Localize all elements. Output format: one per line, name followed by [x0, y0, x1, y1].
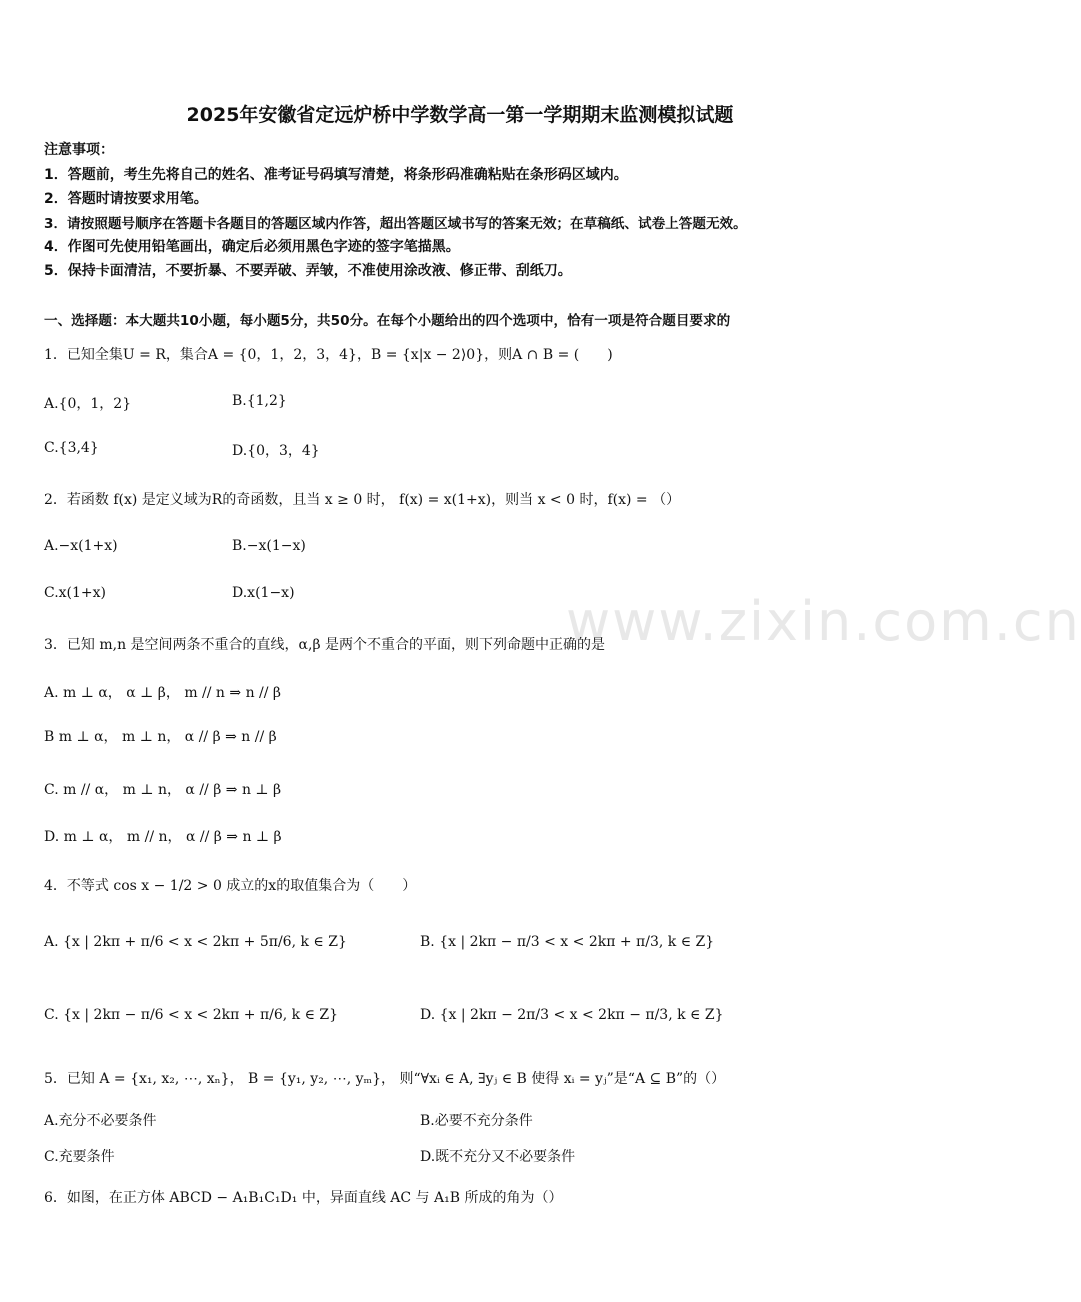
question-5-option-a[interactable]: A.充分不必要条件 — [44, 1113, 157, 1129]
question-5-option-c[interactable]: C.充要条件 — [44, 1149, 115, 1165]
notice-item: 4．作图可先使用铅笔画出，确定后必须用黑色字迹的签字笔描黑。 — [44, 239, 460, 255]
question-3-option-d[interactable]: D. m ⊥ α， m // n， α // β ⇒ n ⊥ β — [44, 829, 282, 845]
notice-heading: 注意事项： — [44, 142, 114, 158]
question-3-option-a[interactable]: A. m ⊥ α， α ⊥ β， m // n ⇒ n // β — [44, 685, 282, 701]
question-3-stem: 3．已知 m,n 是空间两条不重合的直线，α,β 是两个不重合的平面，则下列命题中正确的是 — [44, 637, 605, 653]
question-4-option-d[interactable]: D. {x | 2kπ − 2π/3 < x < 2kπ − π/3, k ∈ Z} — [420, 1007, 724, 1023]
question-4-option-b[interactable]: B. {x | 2kπ − π/3 < x < 2kπ + π/3, k ∈ Z} — [420, 934, 715, 950]
question-1-stem: 1．已知全集U = R，集合A = {0，1，2，3，4}，B = {x|x − 2⟩0}，则A ∩ B = ( ) — [44, 347, 613, 363]
watermark: www.zixin.com.cn — [566, 590, 1081, 653]
question-2-option-c[interactable]: C.x(1+x) — [44, 585, 107, 601]
notice-item: 3．请按照题号顺序在答题卡各题目的答题区域内作答，超出答题区域书写的答案无效；在草稿纸、试卷上答题无效。 — [44, 216, 747, 232]
question-1-option-b[interactable]: B.{1,2} — [232, 393, 287, 409]
question-3-option-b[interactable]: B m ⊥ α， m ⊥ n， α // β ⇒ n // β — [44, 729, 277, 745]
section-heading: 一、选择题：本大题共10小题，每小题5分，共50分。在每个小题给出的四个选项中，恰有一项是符合题目要求的 — [44, 313, 731, 329]
question-5-option-d[interactable]: D.既不充分又不必要条件 — [420, 1149, 576, 1165]
question-4-option-c[interactable]: C. {x | 2kπ − π/6 < x < 2kπ + π/6, k ∈ Z} — [44, 1007, 339, 1023]
question-5-option-b[interactable]: B.必要不充分条件 — [420, 1113, 533, 1129]
question-1-option-a[interactable]: A.{0，1，2} — [44, 396, 132, 412]
question-6-stem: 6．如图，在正方体 ABCD − A₁B₁C₁D₁ 中，异面直线 AC 与 A₁B 所成的角为（） — [44, 1190, 563, 1206]
question-5-stem: 5．已知 A = {x₁, x₂, ⋯, xₙ}， B = {y₁, y₂, ⋯, yₘ}， 则“∀xᵢ ∈ A, ∃yⱼ ∈ B 使得 xᵢ = yⱼ”是“A ⊆ B”的（） — [44, 1071, 726, 1087]
question-4-option-a[interactable]: A. {x | 2kπ + π/6 < x < 2kπ + 5π/6, k ∈ Z} — [44, 934, 347, 950]
question-1-option-d[interactable]: D.{0，3，4} — [232, 443, 320, 459]
notice-item: 2．答题时请按要求用笔。 — [44, 191, 208, 207]
question-2-stem: 2．若函数 f(x) 是定义域为R的奇函数，且当 x ≥ 0 时， f(x) = x(1+x)，则当 x < 0 时，f(x) = （） — [44, 492, 681, 508]
question-2-option-d[interactable]: D.x(1−x) — [232, 585, 295, 601]
question-2-option-a[interactable]: A.−x(1+x) — [44, 538, 118, 554]
question-1-option-c[interactable]: C.{3,4} — [44, 440, 99, 456]
question-4-stem: 4．不等式 cos x − 1/2 > 0 成立的x的取值集合为（ ） — [44, 878, 417, 894]
notice-item: 1．答题前，考生先将自己的姓名、准考证号码填写清楚，将条形码准确粘贴在条形码区域内。 — [44, 167, 628, 183]
question-3-option-c[interactable]: C. m // α， m ⊥ n， α // β ⇒ n ⊥ β — [44, 782, 282, 798]
notice-item: 5．保持卡面清洁，不要折暴、不要弄破、弄皱，不准使用涂改液、修正带、刮纸刀。 — [44, 263, 572, 279]
page-title: 2025年安徽省定远炉桥中学数学高一第一学期期末监测模拟试题 — [186, 104, 734, 126]
question-2-option-b[interactable]: B.−x(1−x) — [232, 538, 306, 554]
